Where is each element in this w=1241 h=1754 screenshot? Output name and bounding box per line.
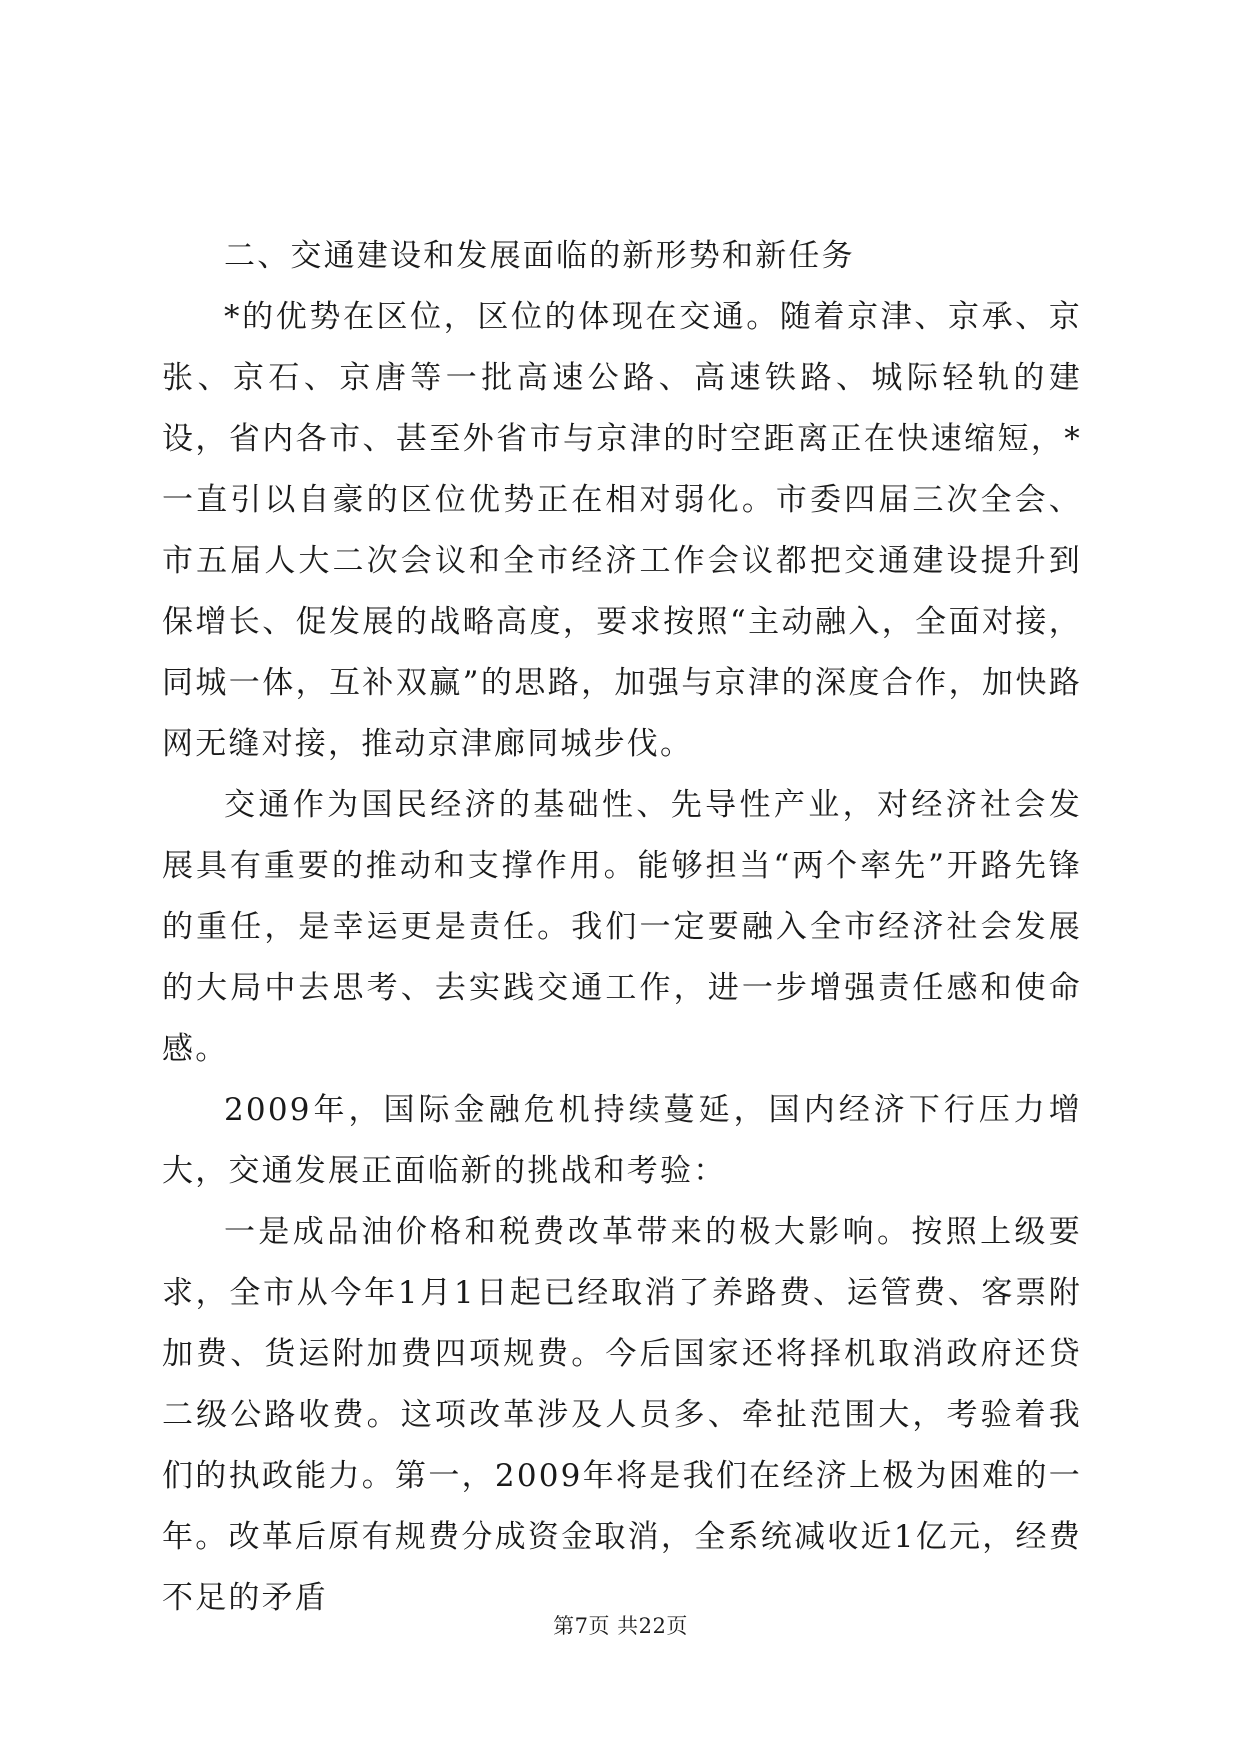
paragraph-2009-challenges: 2009年，国际金融危机持续蔓延，国内经济下行压力增大，交通发展正面临新的挑战和考验：	[162, 1092, 1082, 1189]
page-number-footer: 第7页 共22页	[553, 1614, 688, 1638]
section-heading: 二、交通建设和发展面临的新形势和新任务	[224, 238, 855, 274]
paragraph-fuel-tax-reform: 一是成品油价格和税费改革带来的极大影响。按照上级要求，全市从今年1月1日起已经取消了养路费、运管费、客票附加费、货运附加费四项规费。今后国家还将择机取消政府还贷二级公路收费。这项改革涉及人员多、牵扯范围大，考验着我们的执政能力。第一，2009年将是我们在经济上极为困难的一年。改革后原有规费分成资金取消，全系统减收近1亿元，经费不足的矛盾	[162, 1214, 1082, 1616]
paragraph-transport-role: 交通作为国民经济的基础性、先导性产业，对经济社会发展具有重要的推动和支撑作用。能够担当“两个率先”开路先锋的重任，是幸运更是责任。我们一定要融入全市经济社会发展的大局中去思考、去实践交通工作，进一步增强责任感和使命感。	[162, 787, 1082, 1067]
document-body	[162, 226, 1082, 1629]
paragraph-location-advantage: *的优势在区位，区位的体现在交通。随着京津、京承、京张、京石、京唐等一批高速公路、高速铁路、城际轻轨的建设，省内各市、甚至外省市与京津的时空距离正在快速缩短，*一直引以自豪的区位优势正在相对弱化。市委四届三次全会、市五届人大二次会议和全市经济工作会议都把交通建设提升到保增长、促发展的战略高度，要求按照“主动融入，全面对接，同城一体，互补双赢”的思路，加强与京津的深度合作，加快路网无缝对接，推动京津廊同城步伐。	[162, 299, 1082, 762]
